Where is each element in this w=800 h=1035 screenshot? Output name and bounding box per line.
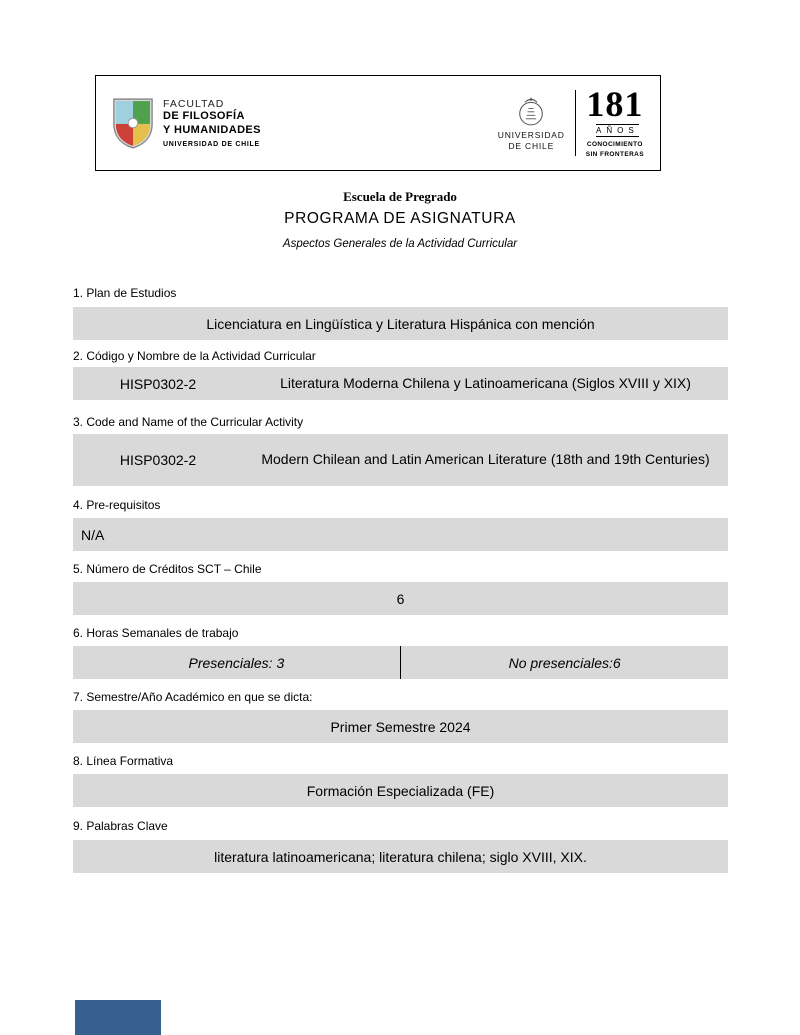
- field-plan-value-box: Licenciatura en Lingüística y Literatura Hispánica con mención: [73, 307, 728, 340]
- page-subtitle: Aspectos Generales de la Actividad Curricular: [282, 238, 518, 250]
- anniversary-years-label: AÑOS: [596, 126, 639, 136]
- field-palabras-label: 9. Palabras Clave: [73, 819, 168, 833]
- course-name-es: Literatura Moderna Chilena y Latinoamericana (Siglos XVIII y XIX): [280, 374, 691, 391]
- anniversary-logo: [498, 86, 644, 160]
- anniversary-block: [586, 86, 644, 160]
- course-code: HISP0302-2: [119, 375, 197, 392]
- field-code-en-value-box: [73, 434, 728, 486]
- field-horas-value-box: [73, 646, 728, 679]
- field-plan-label: 1. Plan de Estudios: [73, 286, 177, 300]
- course-code-en: HISP0302-2: [119, 452, 197, 468]
- field-linea-label: 8. Línea Formativa: [73, 754, 174, 768]
- university-wordmark-line-1: UNIVERSIDAD: [497, 130, 565, 141]
- field-code-en-label: 3. Code and Name of the Curricular Activity: [73, 415, 304, 429]
- faculty-name-line-1: DE FILOSOFÍA: [163, 110, 245, 123]
- university-name-small: UNIVERSIDAD DE CHILE: [163, 140, 260, 148]
- course-name-en: Modern Chilean and Latin American Literature (18th and 19th Centuries): [261, 451, 710, 468]
- anniversary-slogan-line-2: SIN FRONTERAS: [585, 151, 644, 158]
- page-title: PROGRAMA DE ASIGNATURA: [284, 210, 516, 227]
- university-wordmark-line-2: DE CHILE: [508, 141, 555, 151]
- university-seal-block: [498, 94, 565, 151]
- letterhead: [95, 75, 661, 171]
- logo-divider: [575, 90, 576, 156]
- universidad-de-chile-crest-icon: [112, 97, 154, 149]
- field-prerequisitos-value-box: N/A: [73, 518, 728, 551]
- field-horas-label: 6. Horas Semanales de trabajo: [73, 626, 239, 640]
- field-linea-value-box: Formación Especializada (FE): [73, 774, 728, 807]
- field-palabras-value-box: literatura latinoamericana; literatura chilena; siglo XVIII, XIX.: [73, 840, 728, 873]
- faculty-word: FACULTAD: [163, 98, 225, 111]
- school-title: Escuela de Pregrado: [343, 189, 457, 204]
- field-codigo-label: 2. Código y Nombre de la Actividad Curricular: [73, 349, 316, 363]
- field-prerequisitos-label: 4. Pre-requisitos: [73, 498, 161, 512]
- faculty-logo: [112, 97, 261, 149]
- anniversary-slogan-line-1: CONOCIMIENTO: [586, 141, 643, 149]
- faculty-logo-text: [163, 98, 261, 148]
- horas-no-presenciales: No presenciales:6: [508, 654, 621, 671]
- horas-presenciales: Presenciales: 3: [188, 654, 285, 671]
- faculty-name-line-2: Y HUMANIDADES: [163, 124, 261, 136]
- field-codigo-value-box: [73, 367, 728, 400]
- next-section-header-partial: [75, 1000, 161, 1035]
- university-seal-icon: [518, 94, 544, 128]
- field-creditos-value-box: 6: [73, 582, 728, 615]
- anniversary-number: 181: [586, 84, 644, 125]
- field-creditos-label: 5. Número de Créditos SCT – Chile: [73, 562, 262, 576]
- field-semestre-value-box: Primer Semestre 2024: [73, 710, 728, 743]
- field-semestre-label: 7. Semestre/Año Académico en que se dicta:: [73, 690, 313, 704]
